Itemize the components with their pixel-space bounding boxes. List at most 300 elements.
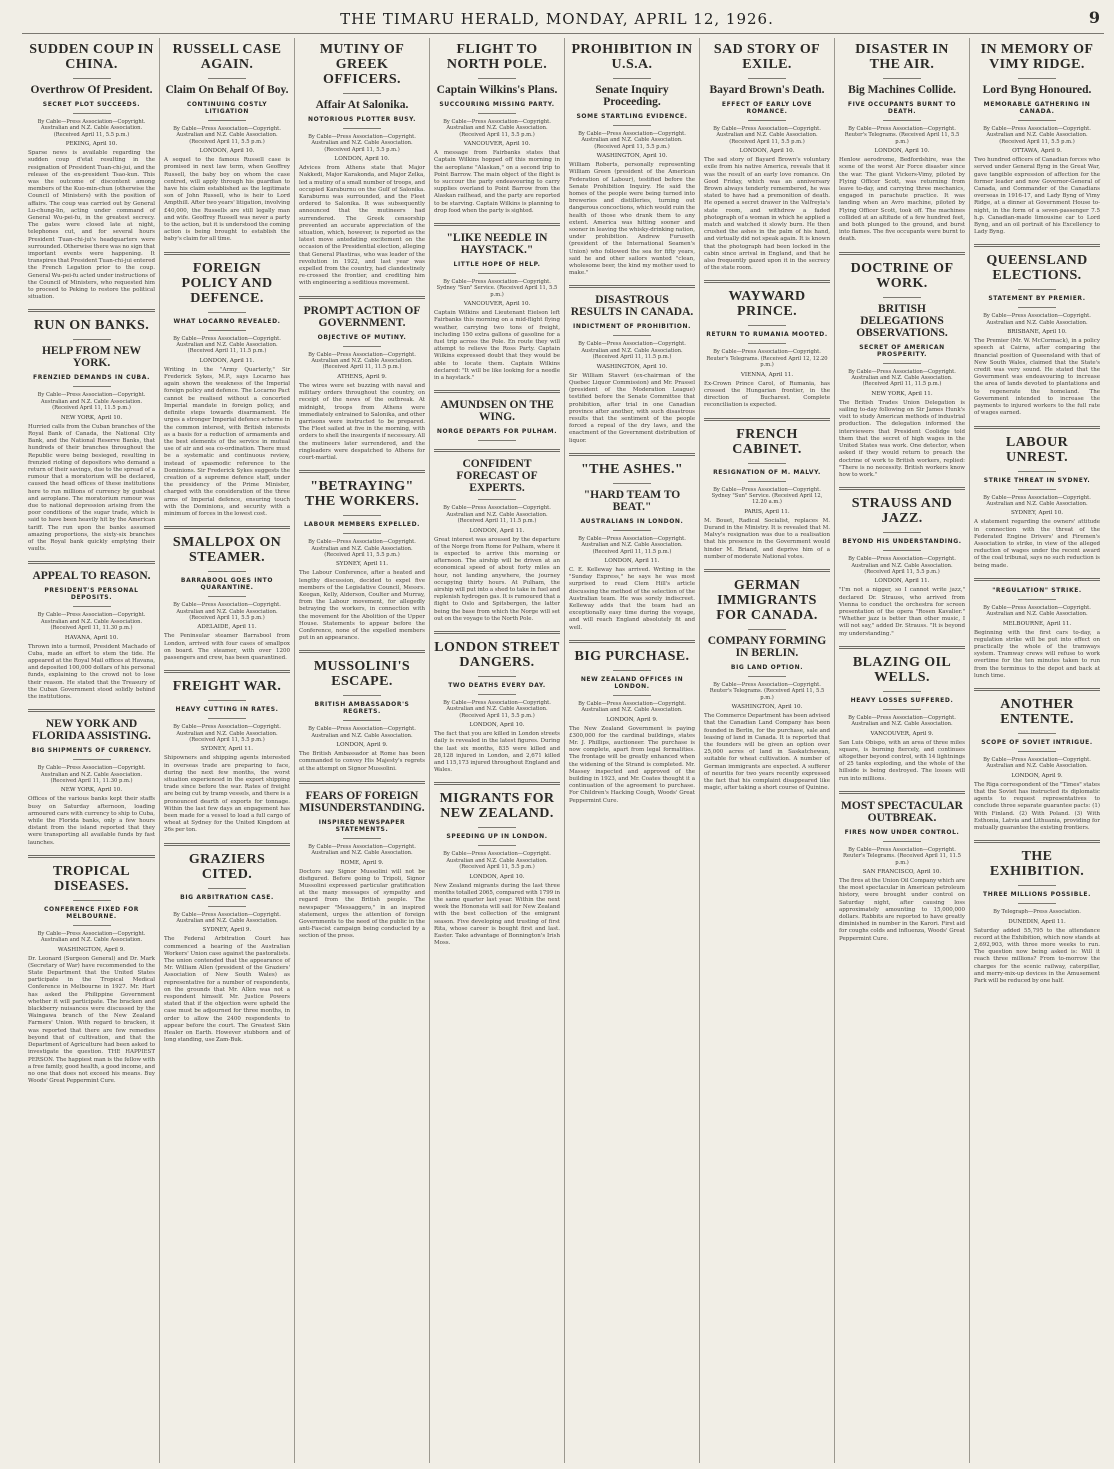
article-dateline: NEW YORK, April 10. [60, 414, 123, 421]
article-headline: "THE ASHES." [580, 461, 684, 477]
short-rule [478, 78, 516, 79]
article-headline: SAD STORY OF EXILE. [713, 42, 821, 72]
short-rule [343, 838, 381, 839]
article-dateline: VANCOUVER, April 10. [463, 141, 531, 148]
short-rule [208, 596, 246, 597]
article [28, 718, 155, 847]
article-subhead: STATEMENT BY PREMIER. [988, 295, 1086, 303]
short-rule [1018, 885, 1056, 886]
article-body: Ex-Crown Prince Carol, of Rumania, has crossed the Hungarian frontier, in the direction of Bucharest. Complete reconciliation is expected. [704, 380, 830, 409]
article [164, 679, 290, 834]
article-body: New Zealand migrants during the last three months totalled 2065, compared with 1799 in the same quarter last year. Within the next week the Hononsta will sail for New Zealand with the best collection of the emigrant season. Five developing and trusting of first Rita, whose career is bought first and last. Easter. Take advantage of Bonnington's Irish Moss. [434, 882, 560, 947]
article-subhead: FIVE OCCUPANTS BURNT TO DEATH. [847, 101, 957, 115]
article-body: Dr. Leonard (Surgeon General) and Dr. Mark (Secretary of War) have recommended to the State Department that the United States participate in the Tropical Medical Conference in Melbourne in 1927. Mr. Hart has asked the Philippine Government whether it will participate. The bracken and blackberry nuisances were discussed by the Waingawa branch of the New Zealand Farmers' Union. With regard to bracken, it was reported that there are few remedies beyond that of cultivation, and that the Department of Agriculture had been asked to investigate the question. THE HAPPIEST PERSON. The happiest man is the fellow with a free family, good health, a good income, and no one that does not exceed his means. Buy Woods' Great Peppermint Cure. [28, 955, 155, 1085]
short-rule [883, 691, 921, 692]
article [839, 496, 965, 638]
article-dateline: NEW YORK, April 10. [60, 787, 123, 794]
article-divider [839, 791, 965, 794]
article-deck: Big Machines Collide. [848, 84, 956, 96]
article-dateline: SYDNEY, April 11. [200, 746, 254, 753]
article-subhead: EFFECT OF EARLY LOVE ROMANCE. [721, 101, 813, 115]
article-divider [28, 309, 155, 312]
article-dateline: LONDON, April 10. [469, 873, 525, 880]
short-rule [73, 113, 111, 114]
article-divider [164, 843, 290, 846]
article-dateline: NEW YORK, April 11. [871, 390, 933, 397]
article-dateline: ADELAIDE, April 11. [197, 624, 257, 631]
article-divider [434, 782, 560, 785]
short-rule [613, 335, 651, 336]
newspaper-title: THE TIMARU HERALD, MONDAY, APRIL 12, 1926. [340, 10, 774, 28]
article [299, 659, 425, 772]
short-rule [343, 533, 381, 534]
article-headline: GRAZIERS CITED. [188, 851, 266, 882]
article-subhead: BEYOND HIS UNDERSTANDING. [842, 538, 962, 546]
article-headline: STRAUSS AND JAZZ. [851, 496, 953, 527]
article-divider [28, 709, 155, 712]
article-body: The Riga correspondent of the "Times" states that the Soviet has instructed its diplomatic agents to request representatives to conclude three separate guarantee pacts: (1) With Finland. (2) With Poland. (3) With Esthonia, Latvia and Lithuania, providing for mutually guarantee the existing frontiers. [974, 781, 1100, 831]
article-dateline: LONDON, April 10. [334, 156, 390, 163]
short-rule [208, 571, 246, 572]
short-rule [1018, 307, 1056, 308]
short-rule [478, 273, 516, 274]
article-subhead: SPEEDING UP IN LONDON. [446, 833, 548, 841]
article [974, 435, 1100, 570]
article-body: The Commerce Department has been advised that the Canadian Land Company has been founded in Berlin, for the purchase, sale and leasing of land in Canada. It is reported that the founders will be given an option over 25,000 acres of land in Saskatchewan, suitable for wheat cultivation. A number of German immigrants are expected. A sufferer of neuritis for two years recently expressed the fact that his complaint disappeared like magic, after taking a short course of Quinine. [704, 713, 830, 792]
cable-byline: By Cable—Press Association—Copyright. Reuter's Telegrams. (Received April 11, 11.5 p.m.) [843, 846, 961, 866]
article-dateline: WASHINGTON, April 10. [596, 363, 668, 370]
article-deck: APPEAL TO REASON. [32, 570, 151, 583]
article [974, 697, 1100, 832]
article-divider [299, 296, 425, 299]
short-rule [613, 78, 651, 79]
cable-byline: By Cable—Press Association—Copyright. Australian and N.Z. Cable Association. (Received April 11, 5.5 p.m.) [443, 119, 551, 138]
article-dateline: WASHINGTON, April 10. [596, 153, 668, 160]
short-rule [613, 483, 651, 484]
article-headline: SMALLPOX ON STEAMER. [172, 535, 282, 566]
cable-byline: By Cable—Press Association—Copyright. Sydney "Sun" Service. (Received April 11, 5.5 p.m.) [436, 279, 558, 298]
article-headline: BLAZING OIL WELLS. [852, 654, 952, 685]
article-body: Sparse news is available regarding the sudden coup d'etat resulting in the resignation of President Tuan-chi-jui, and the release of the ex-president Tsao-kun. This was the outcome of discontent among members of the Kuo-min-chun (otherwise the Council of Ministers) with the position of affairs. The coup was carried out by General Lu-chung-lin, acting under command of General Wu-pei-fu, in the greatest secrecy. The gates were closed late at night, telephones cut, and for several hours President Tuan-chi-jui's headquarters were surrounded. Otherwise there was no sign that important events were happening. It transpires that President Tuan-chi-jui entered the French Legation prior to the coup. General Wu-pei-fu acted under instructions of the Council of Ministers, who requested him to proceed to Peking to restore the political situation. [28, 150, 156, 301]
column-7 [834, 38, 969, 1463]
article-headline: FLIGHT TO NORTH POLE. [446, 42, 548, 72]
article-dateline: LONDON, April 9. [1011, 772, 1063, 779]
cable-byline: By Cable—Press Association—Copyright. Australian and N.Z. Cable Association. (Received April 11, 5.5 p.m.) [173, 126, 281, 145]
article-headline: THE EXHIBITION. [989, 849, 1085, 880]
article-headline: ANOTHER ENTENTE. [1000, 696, 1074, 727]
article-body: A sequel to the famous Russell case is promised in next law term, when Geoffrey Russell, the baby boy on whom the case centred, will apply through his guardian to have his claim established as the legitimate son of John Russell, who is heir to Lord Ampthill. After two years' litigation, involving £40,000, the Russells are still legally man and wife. Geoffrey Russell was never a party to the action, but it is understood the coming action is being brought to establish the baby's claim for all time. [164, 157, 290, 243]
article-dateline: MELBOURNE, April 11. [1002, 620, 1072, 627]
short-rule [73, 78, 111, 79]
short-rule [73, 925, 111, 926]
article [974, 253, 1100, 417]
article [839, 42, 965, 244]
cable-byline: By Cable—Press Association—Copyright. Australian and N.Z. Cable Association. (Received April 11, 5.5 p.m.) [443, 699, 551, 719]
short-rule [748, 676, 786, 677]
article-dateline: LONDON, April 10. [739, 148, 795, 155]
article-dateline: VIENNA, April 11. [740, 371, 794, 378]
article-dateline: OTTAWA, April 9. [1012, 148, 1062, 155]
short-rule [73, 759, 111, 760]
article-dateline: SAN FRANCISCO, April 10. [862, 869, 942, 875]
article-divider [434, 390, 560, 393]
article-deck: Lord Byng Honoured. [982, 84, 1092, 96]
article [164, 535, 290, 662]
article-deck: AMUNDSEN ON THE WING. [440, 399, 554, 424]
short-rule [748, 481, 786, 482]
cable-byline: By Cable—Press Association—Copyright. Australian and N.Z. Cable Association. [37, 930, 146, 944]
short-rule [208, 700, 246, 701]
article-divider [569, 640, 695, 643]
article-dateline: VANCOUVER, April 9. [870, 730, 934, 737]
article-subhead: WHAT LOCARNO REVEALED. [173, 317, 281, 325]
cable-byline: By Cable—Press Association—Copyright. Australian and N.Z. Cable Association. (Received April 11, 5.5 p.m.) [173, 602, 281, 621]
cable-byline: By Cable—Press Association—Copyright. Australian and N.Z. Cable Association. (Received April 11, 5.5 p.m.) [37, 119, 146, 138]
article-deck: HELP FROM NEW YORK. [41, 345, 142, 370]
article-subhead: HEAVY LOSSES SUFFERED. [850, 696, 954, 704]
article-deck: PROMPT ACTION OF GOVERNMENT. [303, 304, 421, 329]
article-deck: COMPANY FORMING IN BERLIN. [707, 634, 827, 659]
article-subhead: HEAVY CUTTING IN RATES. [175, 706, 279, 714]
article-subhead: BIG LAND OPTION. [730, 663, 804, 671]
short-rule [1018, 599, 1056, 600]
short-rule [883, 297, 921, 298]
short-rule [883, 550, 921, 551]
article-divider [569, 453, 695, 456]
article-body: The fires at the Union Oil Company which are the most spectacular in American petroleum history, were brought under control on Saturday night, after causing loss approximately amounting to 15,000,000 dollars. Rabbits are reported to have greatly diminished in number in the Karori. First aid for coughs colds and influenza, Woods' Great Peppermint Cure. [839, 878, 965, 942]
short-rule [883, 532, 921, 533]
short-rule [208, 718, 246, 719]
article [434, 791, 560, 947]
article-headline: SUDDEN COUP IN CHINA. [29, 42, 154, 72]
article-body: The British Trades Union Delegation is sailing to-day following on Sir James Hunk's visit to study American methods of industrial production. The delegation informed the interviewers that President Coolidge told them that the secret of high wages in the United States was work. One detector, when asked if they would return to preach the doctrine of work to British workers, replied: "There is no necessity. British workers know how to work." [839, 399, 965, 478]
article [164, 42, 290, 244]
article-subhead: "REGULATION" STRIKE. [992, 586, 1082, 594]
article-subhead: FIRES NOW UNDER CONTROL. [844, 828, 960, 836]
article-body: M. Bouet, Radical Socialist, replaces M. Durand in the Ministry. It is revealed that M. Malvy's resignation was due to a realisation that his presence in the Government would hinder M. Briand, and deprive him of a number of moderate National votes. [704, 517, 830, 560]
article [299, 305, 425, 462]
article-divider [28, 855, 155, 858]
cable-byline: By Cable—Press Association—Copyright. Australian and N.Z. Cable Association. [983, 313, 1091, 326]
article-divider [974, 426, 1100, 429]
article-divider [974, 688, 1100, 691]
article [839, 655, 965, 783]
article-divider [299, 470, 425, 473]
article-divider [164, 526, 290, 529]
article-body: The wires were set buzzing with naval and military orders throughout the country, on receipt of the news of the outbreak. At midnight, troops from Athens were immediately entrained to Salonika, and other garrisons were instructed to be prepared. The Fleet sailed at five in the morning, with orders to shell the insurgents if necessary. All the mutineers later surrendered, and the ringleaders were despatched to Athens for court-martial. [299, 382, 425, 461]
article [299, 790, 425, 941]
article-subhead: TWO DEATHS EVERY DAY. [448, 681, 546, 689]
article-subhead: PRESIDENT'S PERSONAL DEPOSITS. [44, 587, 139, 602]
article-headline: FRENCH CABINET. [732, 426, 802, 457]
cable-byline: By Cable—Press Association—Copyright. Australian and N.Z. Cable Association. (Received April 11, 5.5 p.m.) [308, 134, 416, 153]
article-subhead: AUSTRALIANS IN LONDON. [580, 517, 684, 525]
article-body: "I'm not a nigger, so I cannot write jazz," declared Dr. Strauss, who arrived from Vienna to conduct the orchestra for screen presentation of the opera "Rosen Kavalier." "Whether jazz is better than other music, I will not say," added Dr. Strauss. "It is beyond my understanding." [839, 587, 965, 637]
article [434, 42, 560, 215]
article-headline: TROPICAL DISEASES. [52, 863, 131, 894]
article [434, 640, 560, 774]
cable-byline: By Cable—Press Association—Copyright. Australian and N.Z. Cable Association. [983, 604, 1091, 618]
article-dateline: LONDON, April 11. [874, 578, 930, 585]
article-subhead: RETURN TO RUMANIA MOOTED. [706, 331, 828, 339]
short-rule [478, 113, 516, 114]
short-rule [1018, 289, 1056, 290]
article-headline: GERMAN IMMIGRANTS FOR CANADA. [716, 577, 818, 623]
article-body: Sir William Stavert (ex-chairman of the Quebec Liquor Commission) and Mr. Prassel (president of the Moderation League) testified before the Senate Committee that prohibition, after trial in one Canadian province after another, with such disastrous results that the sentiment of the people forced a repeal of the dry laws, and the enactment of the Government distribution of liquor. [569, 372, 695, 444]
article-dateline: LONDON, April 9. [606, 716, 658, 723]
article-subhead: SOME STARTLING EVIDENCE. [576, 113, 688, 120]
article-dateline: LONDON, April 10. [199, 148, 255, 155]
short-rule [1018, 78, 1056, 79]
short-rule [73, 606, 111, 607]
cable-byline: By Cable—Press Association—Copyright. Australian and N.Z. Cable Association. (Received April 11, 5.5 p.m.) [848, 556, 956, 575]
article-subhead: SECRET PLOT SUCCEEDS. [42, 101, 141, 108]
article-body: Writing in the "Army Quarterly," Sir Frederick Sykes, M.P., says Locarno has again shown the weakness of the Imperial foreign policy and defence. The Locarno Pact cannot be realised without a concerted Imperial mandate in foreign policy, and definite steps towards disarmament. He urges a stronger Imperial defence scheme in the common interest, with British interests as a basis for a reduction of armaments and the best elements of the service in mutual use of air and sea co-ordination. There must be a systematic and continuous review, instead of spasmodic reference to the Dominions. Sir Frederick Sykes suggests the creation of a supreme defence staff, under the presidency of the Prime Minister, charged with the consideration of the three arms of Imperial defence, ensuring touch with the Dominions, and security with a minimum of forces in the lowest cost. [164, 366, 290, 517]
article-body: Shipowners and shipping agents interested in overseas trade are preparing to face, during the next few months, the worst situation experienced in the export shipping trade since before the war. Rates of freight are being cut by tramp vessels, and there is a pronounced dearth of exports for tonnage. Within the last few days an engagement has been made for a vessel to load a full cargo of wheat at Sydney for the United Kingdom at 26s per ton. [164, 755, 290, 834]
article-body: Hurried calls from the Cuban branches of the Royal Bank of Canada, the National City Bank, and the National Reserve Banks, that hundreds of their branches throughout the Republic were being besieged, resulting in frenzied rioting of depositors who demand a return of their savings, due to the spread of a rumour that a moratorium will be declared, caused the head offices of these institutions here to run millions of currency by gunboat and aeroplane. The moratorium rumour was due to national depression arising from the poor conditions of the sugar trade, which is said to have been heavily hit by the American tariff. The run upon the banks assumed amazing proportions, the sixty-six branches of the Royal bank quickly emptying their vaults. [28, 423, 155, 553]
masthead [0, 0, 1114, 34]
short-rule [73, 900, 111, 901]
article-deck: Affair At Salonika. [315, 99, 409, 111]
article-divider [704, 280, 830, 283]
article [569, 42, 695, 277]
article-divider [569, 285, 695, 288]
short-rule [343, 346, 381, 347]
cable-byline: By Cable—Press Association—Copyright. Australian and N.Z. Cable Association. (Received April 11, 11.5 p.m.) [848, 368, 956, 388]
cable-byline: By Cable—Press Association—Copyright. Australian and N.Z. Cable Association. (Received April 11, 11.30 p.m.) [37, 765, 146, 785]
article-deck: Senate Inquiry Proceeding. [595, 84, 669, 108]
column-6 [699, 38, 834, 1463]
cable-byline: By Cable—Press Association—Copyright. Australian and N.Z. Cable Association. [848, 714, 956, 728]
short-rule [1018, 489, 1056, 490]
article-body: Offices of the various banks kept their staffs busy on Saturday afternoon, loading armoured cars with currency to ship to Cuba, while the Florida banks, only a few hours distant from the island reported that they were transporting all available funds by fast launches. [28, 796, 155, 846]
article-divider [704, 569, 830, 572]
cable-byline: By Cable—Press Association—Copyright. Australian and N.Z. Cable Association. (Received April 11, 11.5 p.m.) [578, 341, 686, 361]
article-headline: IN MEMORY OF VIMY RIDGE. [980, 42, 1094, 72]
article-subhead: RESIGNATION OF M. MALVY. [713, 468, 821, 476]
article-subhead: STRIKE THREAT IN SYDNEY. [983, 476, 1091, 484]
article [974, 587, 1100, 680]
article [434, 458, 560, 623]
article-deck: Claim On Behalf Of Boy. [165, 84, 289, 96]
cable-byline: By Cable—Press Association—Copyright. Australian and N.Z. Cable Association. (Received April 11, 5.5 p.m.) [443, 851, 551, 871]
cable-byline: By Cable—Press Association—Copyright. Australian and N.Z. Cable Association. [578, 700, 686, 714]
short-rule [1018, 120, 1056, 121]
article-subhead: LITTLE HOPE OF HELP. [453, 261, 541, 269]
short-rule [343, 515, 381, 516]
article-body: Advices from Athens state that Major Nakkedi, Major Karakonda, and Major Zelka, led a mutiny of a small number of troops, and occupied Karaburnu on the Gulf of Salonika. Karaburnu was surrounded, and the Fleet ordered to Salonika. It was subsequently announced that the mutineers had surrendered. The Greek censorship prevented an accurate appreciation of the situation, which, however, is reported as the latest move antedating excitement on the occasion of the Presidential election, alleging that General Plastiras, who was leader of the revolution in 1922, and last year was expelled from the country, had clandestinely re-crossed the frontier, and crediting him with engineering a seditious movement. [299, 165, 425, 287]
article-subhead: BARRABOOL GOES INTO QUARANTINE. [180, 577, 274, 592]
article-dateline: ROME, April 9. [340, 859, 384, 866]
article-deck: BRITISH DELEGATIONS OBSERVATIONS. [856, 302, 948, 339]
article-subhead: BIG SHIPMENTS OF CURRENCY. [31, 747, 152, 755]
column-2 [159, 38, 294, 1463]
short-rule [748, 629, 786, 630]
article-body: C. E. Kelleway has arrived. Writing in the "Sunday Express," he says he was most surprised to read Clem Hill's article discussing the method of the selection of the Australian team. He was sorely indiscreet. Kelleway adds that the team had an exceptionally easy time during the voyage, and will reach England absolutely fit and well. [569, 566, 695, 631]
article-dateline: LONDON, April 10. [874, 148, 930, 155]
article [569, 649, 695, 805]
article-subhead: CONTINUING COSTLY LITIGATION [186, 101, 268, 115]
article [839, 800, 965, 943]
short-rule [883, 841, 921, 842]
cable-byline: By Cable—Press Association—Copyright. Australian and N.Z. Cable Association. (Received April 11, 11.5 p.m.) [308, 351, 416, 371]
article-deck: CONFIDENT FORECAST OF EXPERTS. [456, 458, 538, 495]
article-body: Doctors say Signor Mussolini will not be disfigured. Before going to Tripoli, Signor Mussolini expressed particular gratification at the many messages of sympathy and regard from the British people. The newspaper "Messaggero," in an inspired statement, urges the attention of foreign Governments to the need of the public in the anti-Fascist campaign being conducted by a section of the press. [299, 868, 425, 940]
page-number: 9 [1088, 8, 1100, 27]
article-dateline: LONDON, April 11. [604, 557, 660, 564]
column-3 [294, 38, 429, 1463]
article-body: A statement regarding the owners' attitude in connection with the threat of the Federated Engine Drivers' and Firemen's Association to strike, in view of the alleged reduction of wages under the recent award of the coal tribunal, says no such reduction is being made. [974, 519, 1100, 569]
column-4 [429, 38, 564, 1463]
short-rule [343, 128, 381, 129]
article-deck: "HARD TEAM TO BEAT." [583, 488, 681, 513]
article-body: Saturday added 55,795 to the attendance record at the Exhibition, which now stands at 2,692,903, with three more weeks to run. The question now being asked is: Will it reach three millions? From to-morrow the charges for the scenic railway, caterpillar, and merry-mix-up devices in the Amusement Park will be reduced by one half. [974, 927, 1100, 985]
article-subhead: SECRET OF AMERICAN PROSPERITY. [859, 343, 945, 358]
short-rule [1018, 903, 1056, 904]
cable-byline: By Cable—Press Association—Copyright. Australian and N.Z. Cable Association. (Received April 11, 11.5 p.m.) [173, 335, 281, 355]
article [839, 261, 965, 479]
article-deck: NEW YORK AND FLORIDA ASSISTING. [32, 718, 151, 743]
newspaper-columns [24, 38, 1108, 1463]
article-divider [434, 223, 560, 226]
short-rule [343, 720, 381, 721]
article-deck: "LIKE NEEDLE IN HAYSTACK." [446, 232, 548, 257]
article-body: Two hundred officers of Canadian forces who served under General Byng in the Great War, gave tangible expression of affection for the former leader and now Governor-General of Canada, and Commander of the Canadians overseas in 1916-17, and Lady Byng of Vimy Ridge, at a dinner at Government House to-night, in the form of a seven-passenger 7.5 h.p. Canadian-made limousine car to Lord Byng, and an oil portrait of his Excellency to Lady Byng. [974, 157, 1100, 236]
short-rule [748, 343, 786, 344]
article-body: Henlow aerodrome, Bedfordshire, was the scene of the worst Air Force disaster since the war. The giant Vickers-Vimy, piloted by Flying Officer Scott, was returning from leave to-day, and carrying three mechanics, engaged in parachute practice. It was landing when an Avro machine, piloted by Flying Officer Scott, took off. The machines collided at an altitude of a few hundred feet, and both plunged to the ground, and burst into flames. The five occupants were burnt to death. [839, 157, 965, 243]
article-divider [704, 418, 830, 421]
article-body: William Roberts, personally representing William Green (president of the American Federation of Labour), testified before the Senate Prohibition Inquiry. He said the homes of the people were being turned into breweries and distilleries, turning out dangerous concoctions, which would ruin the health of those who drank them to any extent. America was hitting sooner and sooner in leaving the whisky-drinking nation, under prohibition. Andrew Furuseth (president of the International Seamen's Union) who followed the sea for fifty years, said he and other sailors wanted "clean, wholesome beer, the kind my mother used to make." [569, 162, 695, 277]
article-body: The Peninsular steamer Barrabool from London, arrived with four cases of smallpox on board. The steamer, with over 1200 passengers and crew, has been quarantined. [164, 633, 290, 661]
article-dateline: LONDON, April 10. [469, 722, 525, 729]
short-rule [208, 906, 246, 907]
article-dateline: WASHINGTON, April 10. [731, 704, 803, 711]
cable-byline: By Cable—Press Association—Copyright. Australian and N.Z. Cable Association. (Received April 11, 5.5 p.m.) [713, 126, 821, 145]
cable-byline: By Cable—Press Association—Copyright. Australian and N.Z. Cable Association. [983, 494, 1091, 507]
cable-byline: By Cable—Press Association—Copyright. Australian and N.Z. Cable Association. [173, 911, 281, 925]
masthead-rule [22, 33, 1104, 34]
cable-byline: By Cable—Press Association—Copyright. Sydney "Sun" Service. (Received April 12, 12.20 a.m.) [711, 486, 823, 506]
article-headline: LONDON STREET DANGERS. [434, 639, 560, 670]
article-subhead: BRITISH AMBASSADOR'S REGRETS. [314, 701, 410, 716]
cable-byline: By Cable—Press Association—Copyright. Australian and N.Z. Cable Association. (Received April 11, 5.5 p.m.) [578, 131, 686, 150]
article-headline: WAYWARD PRINCE. [728, 289, 806, 320]
article-subhead: OBJECTIVE OF MUTINY. [317, 333, 407, 341]
article-headline: RUSSELL CASE AGAIN. [172, 42, 282, 72]
short-rule [1018, 733, 1056, 734]
article [704, 578, 830, 792]
cable-byline: By Telegraph—Press Association. [993, 909, 1081, 916]
article-dateline: VANCOUVER, April 10. [463, 301, 531, 308]
article-subhead: THREE MILLIONS POSSIBLE. [983, 891, 1091, 899]
article-subhead: BIG ARBITRATION CASE. [180, 893, 274, 901]
article-subhead: NORGE DEPARTS FOR PULHAM. [436, 428, 558, 436]
short-rule [883, 709, 921, 710]
article [704, 289, 830, 409]
article-subhead: FRENZIED DEMANDS IN CUBA. [33, 374, 150, 382]
cable-byline: By Cable—Press Association—Copyright. Australian and N.Z. Cable Association. [308, 843, 416, 857]
article-subhead: SCOPE OF SOVIET INTRIGUE. [981, 738, 1093, 746]
article-body: A message from Fairbanks states that Captain Wilkins hopped off this morning in the aeroplane "Alaskan," on a second trip to Point Barrow. The main object of the flight is to succour the party endeavouring to carry supplies overland to Point Barrow from the Alaskan railhead, and the party are reported to be starving. Captain Wilkins is planning to drop food when the party is sighted. [434, 150, 560, 214]
article [974, 849, 1100, 985]
article [164, 852, 290, 1045]
cable-byline: By Cable—Press Association—Copyright. Australian and N.Z. Cable Association. (Received April 11, 11.30 p.m.) [37, 612, 146, 632]
article-headline: LABOUR UNREST. [1005, 434, 1069, 465]
article-divider [164, 670, 290, 673]
short-rule [478, 440, 516, 441]
article-body: Great interest was aroused by the departure of the Norge from Rome for Pulham, where it is expected to arrive this morning or afternoon. The airship will be driven at an economical speed of about forty miles an hour, not landing anywhere, the journey occupying thirty hours. At Pulham, the airship will put into a shed to take in fuel and replenish hydrogen gas. It is rumoured that a flight to Oslo and Spitsbergen, the latter being the base from which the Norge will set out on the voyage to the North Pole. [434, 536, 560, 622]
article-deck: Captain Wilkins's Plans. [436, 84, 558, 96]
article-dateline: ATHENS, April 9. [337, 373, 387, 380]
article-headline: FREIGHT WAR. [172, 679, 282, 695]
article [299, 479, 425, 642]
article-divider [839, 252, 965, 255]
article [569, 462, 695, 632]
column-8 [969, 38, 1104, 1463]
short-rule [73, 386, 111, 387]
article-dateline: WASHINGTON, April 9. [57, 946, 126, 953]
short-rule [208, 330, 246, 331]
article-subhead: NOTORIOUS PLOTTER BUSY. [308, 116, 416, 123]
cable-byline: By Cable—Press Association—Copyright. Reuter's Telegrams. (Received April 12, 12.20 p.m.) [706, 349, 828, 369]
article [434, 232, 560, 382]
article-dateline: LONDON, April 11. [469, 527, 525, 534]
short-rule [478, 499, 516, 500]
article-divider [974, 840, 1100, 843]
short-rule [748, 78, 786, 79]
short-rule [478, 676, 516, 677]
article-divider [164, 252, 290, 255]
article-deck: Bayard Brown's Death. [709, 84, 825, 96]
article-headline: BIG PURCHASE. [574, 648, 690, 664]
article-body: Thrown into a turmoil, President Machado of Cuba, made an effort to stem the tide. He appeared at the Royal Mail offices at Havana, and deposited 100,000 dollars of his personal funds, explaining to the crowd not to lose their reason. He stated that the Treasury of the Cuban Government stood solidly behind the institutions. [28, 643, 155, 700]
cable-byline: By Cable—Press Association—Copyright. Australian and N.Z. Cable Association. [308, 726, 416, 739]
article-headline: MUTINY OF GREEK OFFICERS. [319, 42, 405, 87]
article-body: San Luis Obispo, with an area of three miles square, is burning fiercely, and continues altogether beyond control, with 14 lightnings of 25 tanks exploding, and the whole of the hillside is being destroyed. The losses will run into millions. [839, 739, 965, 782]
article-dateline: SYDNEY, April 11. [335, 561, 389, 568]
cable-byline: By Cable—Press Association—Copyright. Reuter's Telegrams. (Received April 11, 5.5 p.m.) [844, 126, 960, 145]
article [28, 570, 155, 701]
cable-byline: By Cable—Press Association—Copyright. Australian and N.Z. Cable Association. (Received April 11, 11.5 p.m.) [578, 535, 686, 555]
article-divider [974, 578, 1100, 581]
article-dateline: BRISBANE, April 10. [1007, 329, 1067, 336]
article-headline: PROHIBITION IN U.S.A. [571, 42, 693, 72]
article-body: The fact that you are killed in London streets daily is revealed in the latest figures. During the last six months, 835 were killed and 28,128 injured in London, and 2,671 killed and 115,173 injured throughout England and Wales. [434, 731, 560, 774]
article-divider [839, 487, 965, 490]
article [28, 864, 155, 1085]
short-rule [883, 78, 921, 79]
short-rule [208, 888, 246, 889]
article [434, 399, 560, 441]
article-divider [299, 650, 425, 653]
article-subhead: NEW ZEALAND OFFICES IN LONDON. [580, 675, 684, 690]
short-rule [613, 695, 651, 696]
article [704, 427, 830, 561]
article-headline: DOCTRINE OF WORK. [850, 260, 954, 291]
article-subhead: SUCCOURING MISSING PARTY. [439, 101, 555, 108]
article-body: The sad story of Bayard Brown's voluntary exile from his native America, reveals that it was the result of an early love romance. On Good Friday, which was an anniversary Brown always tenderly remembered, he was stated to have had a premonition of death. He opened a secret drawer in the Valfreyia's state room, and withdrew a faded photograph of a woman in which he applied a match and watched it slowly burn. He then crushed the ashes in the palm of his hand, and virtually did not speak again. It is known that the photograph had been locked in the cabin since arrival in England, and that he also frequently gazed upon it in the secrecy of the state room. [704, 157, 830, 272]
article-subhead: MEMORABLE GATHERING IN CANADA. [983, 101, 1091, 115]
article [299, 42, 425, 288]
short-rule [208, 312, 246, 313]
short-rule [613, 530, 651, 531]
article [28, 318, 155, 553]
cable-byline: By Cable—Press Association—Copyright. Australian and N.Z. Cable Association. (Received April 11, 5.5 p.m.) [173, 724, 281, 743]
article-body: The British Ambassador at Rome has been commanded to convey His Majesty's regrets at the attempt on Signor Mussolini. [299, 751, 425, 772]
article-divider [299, 781, 425, 784]
cable-byline: By Cable—Press Association—Copyright. Australian and N.Z. Cable Association. (Received April 11, 11.5 p.m.) [37, 392, 146, 412]
article-subhead: INSPIRED NEWSPAPER STATEMENTS. [318, 818, 406, 833]
